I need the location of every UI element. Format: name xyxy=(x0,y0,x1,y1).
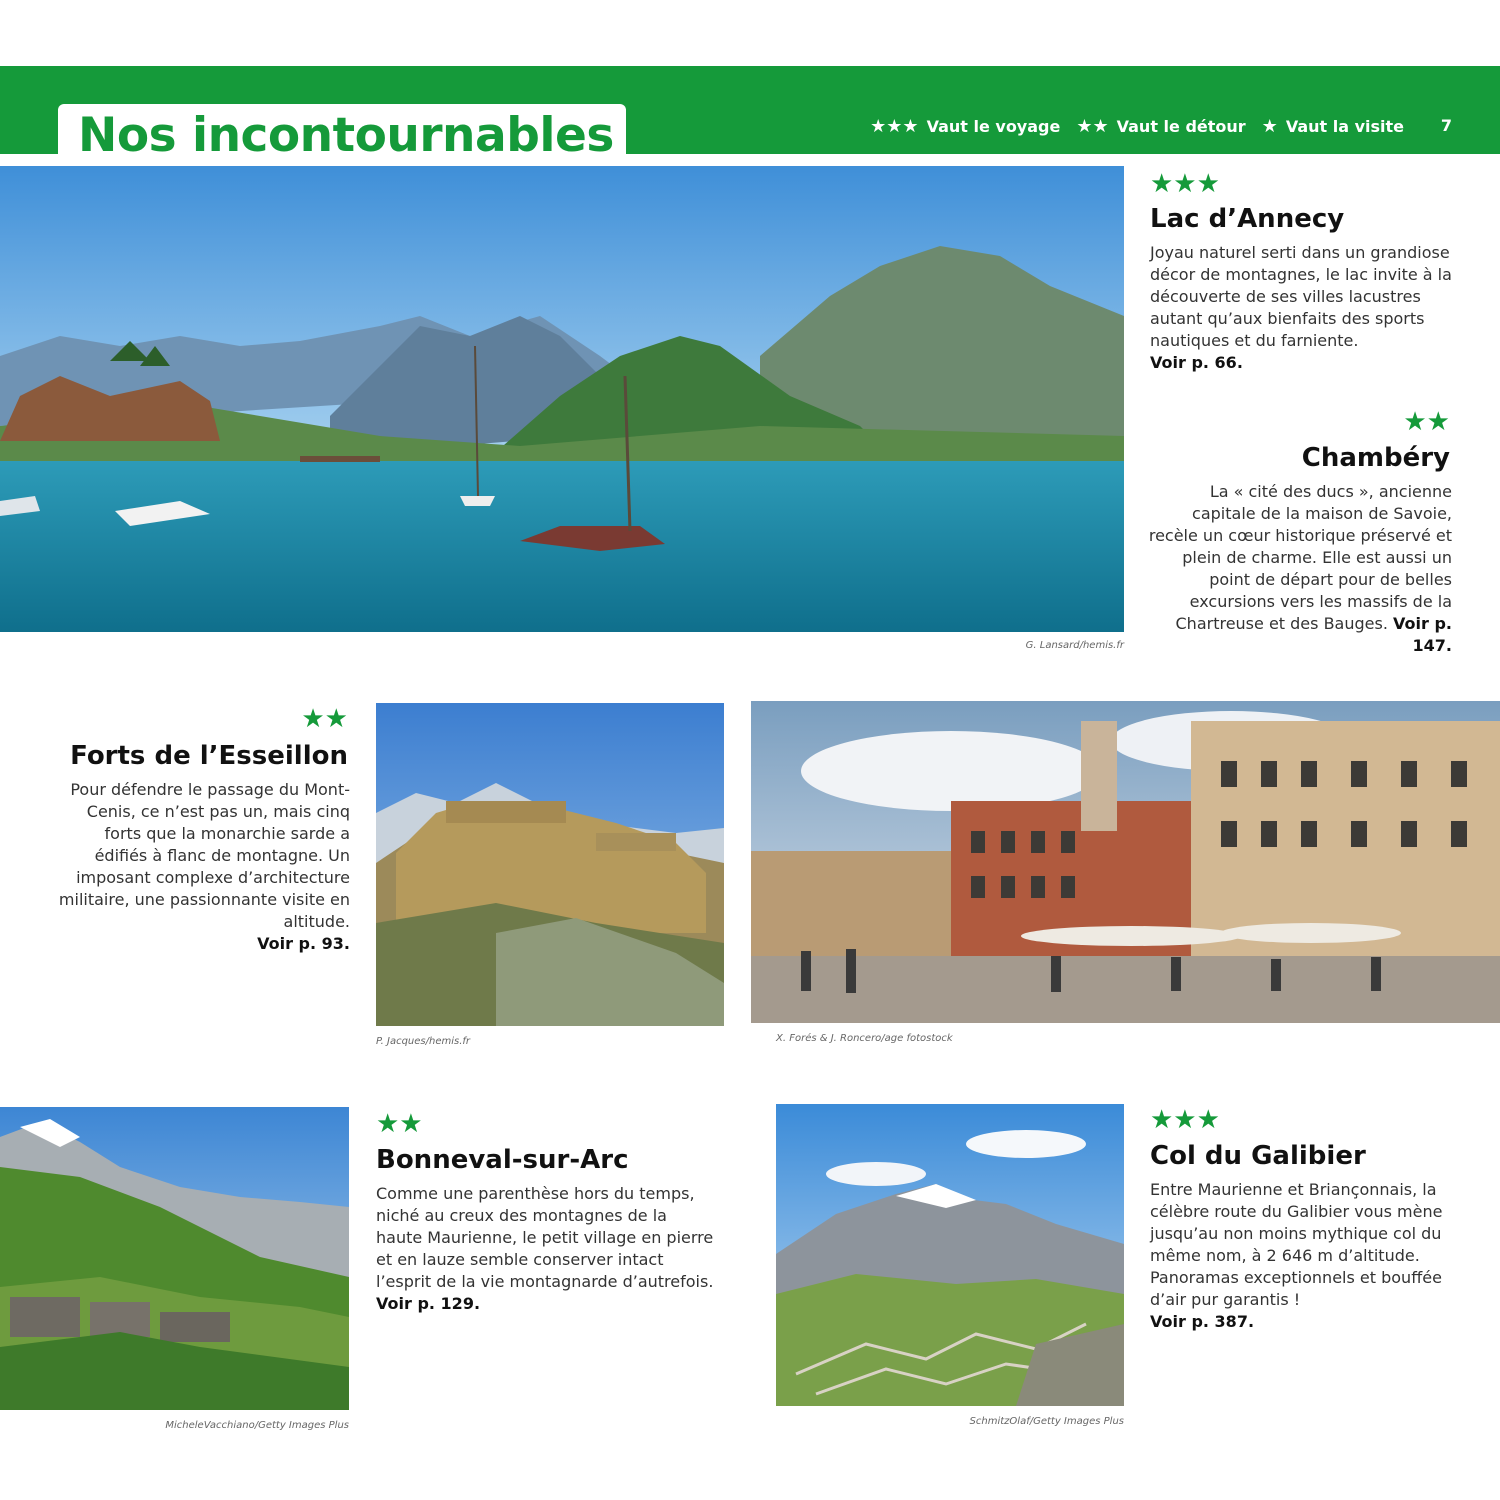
photo-credit: P. Jacques/hemis.fr xyxy=(376,1036,471,1047)
legend-label: Vaut la visite xyxy=(1285,117,1404,136)
page-reference: Voir p. 387. xyxy=(1150,1312,1255,1331)
chambery-photo xyxy=(751,701,1500,1023)
photo-credit: X. Forés & J. Roncero/age fotostock xyxy=(776,1033,953,1044)
two-star-icon: ★★ xyxy=(301,704,348,734)
site-text: La « cité des ducs », ancienne capitale de la maison de Savoie, recèle un cœur historique préservé et plein de charme. Elle est aussi un point de départ pour de belles excursions vers les massifs de la Chartreuse et des Bauges. xyxy=(1148,482,1452,633)
page-reference: Voir p. 147. xyxy=(1393,614,1452,655)
site-description xyxy=(50,779,350,955)
site-text: Entre Maurienne et Briançonnais, la célèbre route du Galibier vous mène jusqu’au non moins mythique col du même nom, à 2 646 m d’altitude. Panoramas exceptionnels et bouffée d’air pur garantis ! xyxy=(1150,1180,1443,1309)
annecy-photo xyxy=(0,166,1124,632)
two-star-icon: ★★ xyxy=(1076,116,1109,137)
page-number: 7 xyxy=(1440,116,1452,135)
photo-credit: G. Lansard/hemis.fr xyxy=(1025,640,1124,651)
site-title: Forts de l’Esseillon xyxy=(70,741,348,771)
site-text: Joyau naturel serti dans un grandiose décor de montagnes, le lac invite à la découverte de ses villes lacustres autant qu’aux bienfaits des sports nautiques et du farniente. xyxy=(1150,243,1452,350)
page-reference: Voir p. 129. xyxy=(376,1294,481,1313)
page-title: Nos incontournables xyxy=(78,108,614,163)
legend-label: Vaut le voyage xyxy=(926,117,1061,136)
bonneval-photo xyxy=(0,1107,349,1410)
photo-credit: SchmitzOlaf/Getty Images Plus xyxy=(969,1416,1124,1427)
legend-item-one-star xyxy=(1262,116,1404,137)
site-title: Chambéry xyxy=(1301,443,1450,473)
legend-item-two-stars xyxy=(1076,116,1245,137)
site-text: Comme une parenthèse hors du temps, niché au creux des montagnes de la haute Maurienne, le petit village en pierre et en lauze semble conserver intact l’esprit de la vie montagnarde d’autrefois. xyxy=(376,1184,714,1291)
site-description xyxy=(376,1183,718,1315)
esseillon-photo xyxy=(376,703,724,1026)
site-text: Pour défendre le passage du Mont-Cenis, ce n’est pas un, mais cinq forts que la monarchie sarde a édifiés à flanc de montagne. Un imposant complexe d’architecture militaire, une passionnante visite en altitude. xyxy=(58,780,350,931)
legend-item-three-stars xyxy=(870,116,1060,137)
galibier-photo xyxy=(776,1104,1124,1406)
page-reference: Voir p. 66. xyxy=(1150,353,1243,372)
three-star-icon: ★★★ xyxy=(870,116,919,137)
site-title: Col du Galibier xyxy=(1150,1141,1366,1171)
site-title: Lac d’Annecy xyxy=(1150,204,1345,234)
legend-label: Vaut le détour xyxy=(1116,117,1246,136)
site-description xyxy=(1150,242,1460,374)
star-legend xyxy=(870,116,1404,137)
one-star-icon: ★ xyxy=(1261,116,1278,137)
site-description xyxy=(1147,481,1452,657)
two-star-icon: ★★ xyxy=(376,1109,423,1139)
site-title: Bonneval-sur-Arc xyxy=(376,1145,629,1175)
page-reference: Voir p. 93. xyxy=(257,934,350,953)
two-star-icon: ★★ xyxy=(1403,407,1450,437)
three-star-icon: ★★★ xyxy=(1150,169,1220,199)
three-star-icon: ★★★ xyxy=(1150,1105,1220,1135)
photo-credit: MicheleVacchiano/Getty Images Plus xyxy=(165,1420,349,1431)
site-description xyxy=(1150,1179,1450,1333)
